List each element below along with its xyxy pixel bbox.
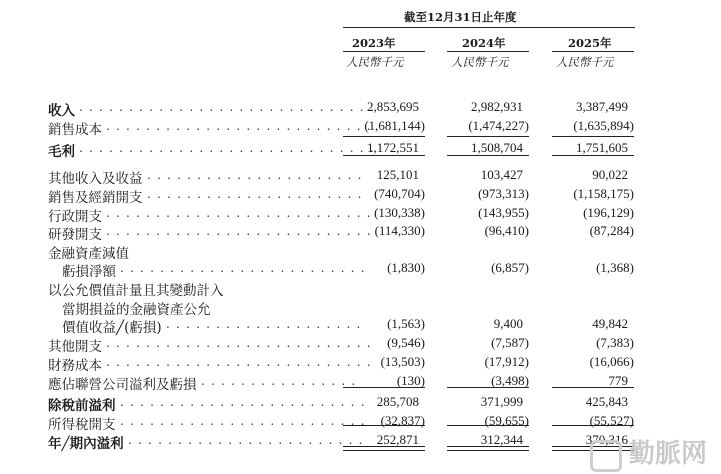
leader-dots: . . . . . . . . . . . . . . . . . . . . . . . . . . . . . . [79, 100, 375, 114]
value-2023: (9,546) [387, 335, 425, 350]
value-2023: (13,503) [380, 354, 425, 369]
row-label: 其他收入及收益 [48, 171, 143, 187]
value-2025: (87,284) [589, 223, 634, 238]
year-2023-header: 2023年 [352, 36, 396, 50]
value-2024: 2,982,931 [471, 99, 523, 114]
row-label: 毛利 [48, 144, 75, 160]
row-label: 銷售成本 [48, 122, 102, 138]
rule-cogs-2023 [343, 136, 425, 137]
row-label: 應佔聯營公司溢利及虧損 [48, 377, 197, 393]
value-2024: 312,344 [480, 432, 523, 447]
leader-dots: . . . . . . . . . . . . . . . . [201, 374, 357, 388]
row-label: 金融資產減值 [48, 246, 129, 262]
row-label: 收入 [48, 103, 75, 119]
leader-dots: . . . . . . . . . . . . . . . . . . . . . . . . . [120, 414, 366, 428]
value-2023: 2,853,695 [367, 99, 419, 114]
watermark-logo-icon [590, 440, 622, 472]
value-2023: 285,708 [376, 394, 419, 409]
rule-pretax-2023 [343, 387, 425, 388]
year-2024-header: 2024年 [462, 36, 506, 50]
value-2024: 1,508,704 [471, 140, 523, 155]
value-2024: (17,912) [484, 354, 529, 369]
value-2025: (55,527) [589, 413, 634, 428]
value-2024: (143,955) [478, 205, 529, 220]
row-label: 行政開支 [48, 209, 102, 225]
period-header: 截至12月31日止年度 [404, 10, 517, 24]
leader-dots: . . . . . . . . . . . . . . . . . . . . . . . . . . . [106, 224, 372, 238]
row-label: 除稅前溢利 [48, 398, 116, 414]
value-2025: (1,368) [596, 260, 634, 275]
value-2025: 1,751,605 [576, 140, 628, 155]
rule-gross-2023 [343, 155, 425, 156]
unit-2023: 人民幣千元 [346, 55, 404, 69]
rule-gross-2024 [447, 155, 529, 156]
double-rule-b-2024 [447, 450, 529, 451]
value-2023: 125,101 [376, 167, 419, 182]
leader-dots: . . . . . . . . . . . . . . . . . . . . . . . . . [120, 261, 366, 275]
row-label: 虧損淨額 [62, 264, 116, 280]
value-2024: (1,474,227) [468, 118, 529, 133]
double-rule-b-2023 [343, 450, 425, 451]
value-2025: 3,387,499 [576, 99, 628, 114]
value-2023: (740,704) [374, 186, 425, 201]
value-2024: 371,999 [480, 394, 523, 409]
value-2023: (130) [396, 373, 425, 388]
value-2025: (1,158,175) [573, 186, 634, 201]
rule-tax-2024 [447, 425, 529, 426]
row-label: 財務成本 [48, 358, 102, 374]
leader-dots: . . . . . . . . . . . . . . . . . . . . . . . . . . . [106, 119, 372, 133]
leader-dots: . . . . . . . . . . . . . . . . . . . . . . [147, 187, 363, 201]
watermark: 勤脈网 [628, 439, 707, 469]
value-2024: (96,410) [484, 223, 529, 238]
leader-dots: . . . . . . . . . . . . . . . . . . . . . . . . . . . [106, 355, 372, 369]
double-rule-a-2023 [343, 446, 425, 447]
value-2023: 1,172,551 [367, 140, 419, 155]
value-2023: (114,330) [374, 223, 425, 238]
value-2025: 49,842 [592, 316, 628, 331]
value-2024: (973,313) [478, 186, 529, 201]
value-2025: 779 [608, 373, 628, 388]
leader-dots: . . . . . . . . . . . . . . . . . . . . . . . . . . . . . . [79, 141, 375, 155]
leader-dots: . . . . . . . . . . . . . . . . . . . . . . [147, 168, 363, 182]
value-2023: (1,830) [387, 260, 425, 275]
value-2024: (3,498) [491, 373, 529, 388]
value-2025: 370,316 [585, 432, 628, 447]
value-2024: (7,587) [491, 335, 529, 350]
value-2023: (130,338) [374, 205, 425, 220]
rule-tax-2025 [552, 425, 634, 426]
value-2023: (1,681,144) [364, 118, 425, 133]
unit-2024: 人民幣千元 [451, 55, 509, 69]
value-2023: 252,871 [376, 432, 419, 447]
unit-2025: 人民幣千元 [556, 55, 614, 69]
value-2025: (1,635,894) [573, 118, 634, 133]
row-label: 所得稅開支 [48, 417, 116, 433]
year-rule-2025 [552, 51, 634, 52]
header-rule [343, 27, 635, 28]
row-label: 其他開支 [48, 339, 102, 355]
rule-pretax-2024 [447, 387, 529, 388]
value-2023: (32,837) [380, 413, 425, 428]
value-2025: (7,383) [596, 335, 634, 350]
leader-dots: . . . . . . . . . . . . . . . . . . . . . . . . . . . [106, 336, 372, 350]
row-label: 價值收益╱(虧損) [62, 320, 162, 336]
rule-gross-2025 [552, 155, 634, 156]
value-2024: (6,857) [491, 260, 529, 275]
row-label: 銷售及經銷開支 [48, 190, 143, 206]
value-2023: (1,563) [387, 316, 425, 331]
row-label: 研發開支 [48, 227, 102, 243]
value-2025: 90,022 [592, 167, 628, 182]
value-2025: 425,843 [585, 394, 628, 409]
value-2025: (16,066) [589, 354, 634, 369]
row-label: 當期損益的金融資產公允 [62, 302, 211, 318]
value-2025: (196,129) [583, 205, 634, 220]
rule-cogs-2024 [447, 136, 529, 137]
row-label: 年╱期內溢利 [48, 436, 124, 452]
value-2024: 9,400 [493, 316, 523, 331]
rule-pretax-2025 [552, 387, 634, 388]
double-rule-a-2024 [447, 446, 529, 447]
value-2024: (59,655) [484, 413, 529, 428]
year-rule-2023 [343, 51, 425, 52]
leader-dots: . . . . . . . . . . . . . . . . . . . . . . . . . . . [106, 206, 372, 220]
rule-tax-2023 [343, 425, 425, 426]
leader-dots: . . . . . . . . . . . . . . . . . . . . [166, 317, 362, 331]
year-rule-2024 [447, 51, 529, 52]
leader-dots: . . . . . . . . . . . . . . . . . . . . . . . . . [120, 395, 366, 409]
leader-dots: . . . . . . . . . . . . . . . . . . . . . . . . [128, 433, 364, 447]
value-2024: 103,427 [480, 167, 523, 182]
rule-cogs-2025 [552, 136, 634, 137]
row-label: 以公允價值計量且其變動計入 [48, 283, 224, 299]
year-2025-header: 2025年 [568, 36, 612, 50]
